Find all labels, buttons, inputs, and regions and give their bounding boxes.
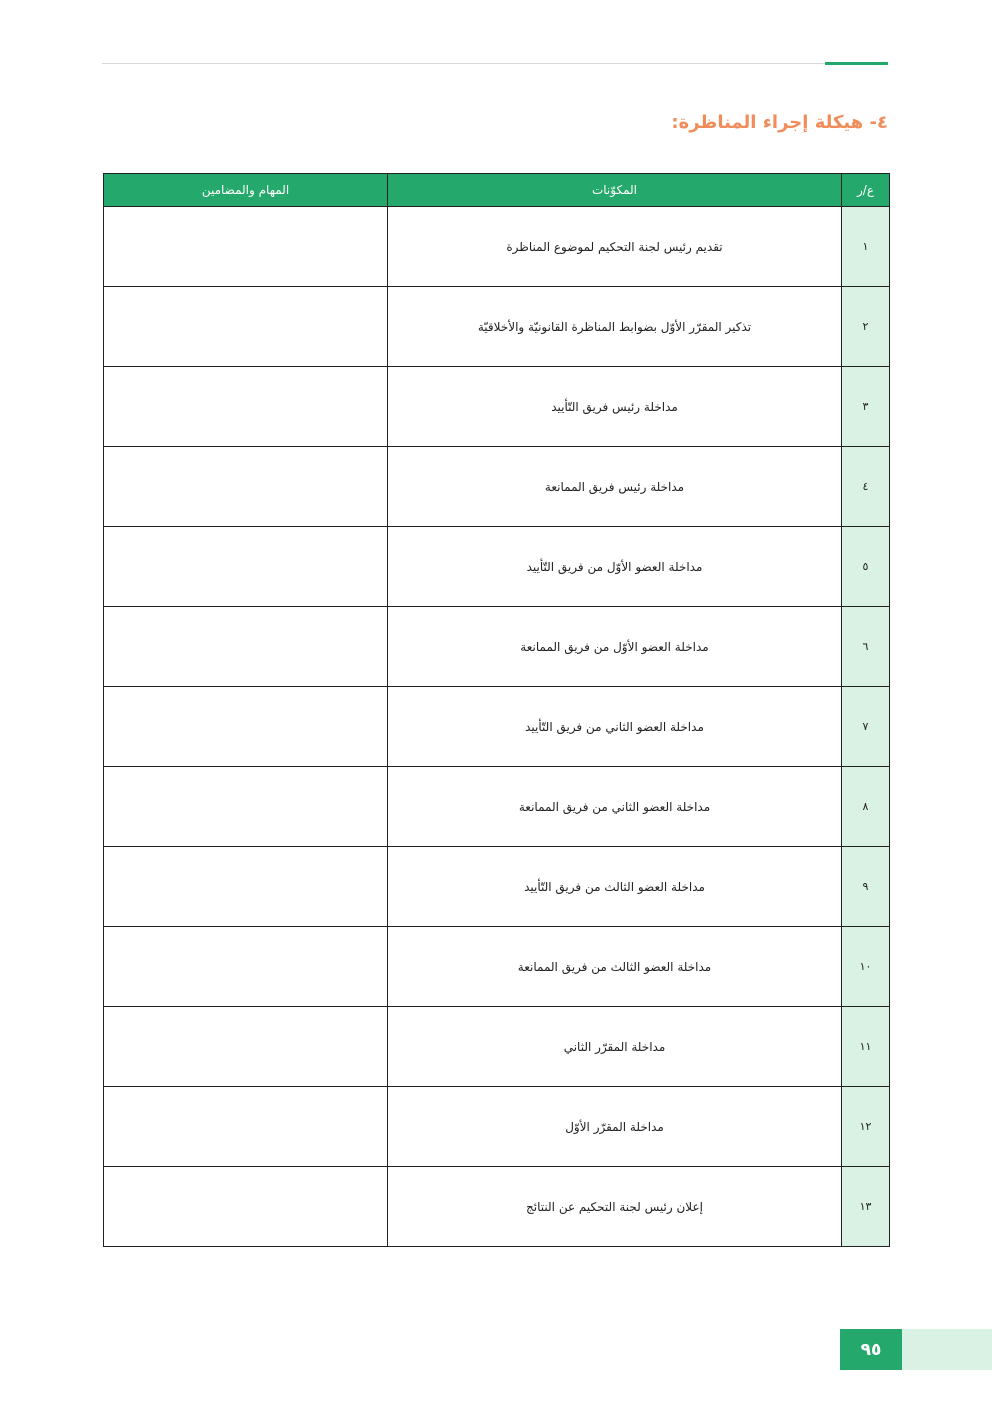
row-tasks-cell[interactable]	[104, 607, 388, 687]
row-tasks-cell[interactable]	[104, 1167, 388, 1247]
page-number: ٩٥	[840, 1329, 902, 1370]
row-tasks-cell[interactable]	[104, 927, 388, 1007]
row-number: ١٢	[842, 1087, 890, 1167]
header-components: المكوّنات	[388, 174, 842, 207]
row-number: ٨	[842, 767, 890, 847]
row-tasks-cell[interactable]	[104, 287, 388, 367]
row-number: ١٠	[842, 927, 890, 1007]
header-number: ع/ر	[842, 174, 890, 207]
row-number: ٣	[842, 367, 890, 447]
row-number: ١٣	[842, 1167, 890, 1247]
row-component: مداخلة العضو الثالث من فريق التّأييد	[388, 847, 842, 927]
table-row	[104, 207, 890, 287]
row-tasks-cell[interactable]	[104, 367, 388, 447]
table-row	[104, 1167, 890, 1247]
row-component: تقديم رئيس لجنة التحكيم لموضوع المناظرة	[388, 207, 842, 287]
table-row	[104, 447, 890, 527]
row-component: مداخلة المقرّر الثاني	[388, 1007, 842, 1087]
row-component: مداخلة العضو الثاني من فريق الممانعة	[388, 767, 842, 847]
table-row	[104, 367, 890, 447]
row-number: ٥	[842, 527, 890, 607]
top-divider-accent	[825, 62, 888, 65]
row-component: مداخلة العضو الأوّل من فريق التّأييد	[388, 527, 842, 607]
row-component: مداخلة العضو الثاني من فريق التّأييد	[388, 687, 842, 767]
row-number: ٤	[842, 447, 890, 527]
row-component: مداخلة العضو الأوّل من فريق الممانعة	[388, 607, 842, 687]
table-row	[104, 527, 890, 607]
row-tasks-cell[interactable]	[104, 527, 388, 607]
table-row	[104, 687, 890, 767]
row-number: ٢	[842, 287, 890, 367]
row-component: إعلان رئيس لجنة التحكيم عن النتائج	[388, 1167, 842, 1247]
row-component: مداخلة رئيس فريق التّأييد	[388, 367, 842, 447]
row-component: مداخلة رئيس فريق الممانعة	[388, 447, 842, 527]
row-tasks-cell[interactable]	[104, 1087, 388, 1167]
table-row	[104, 927, 890, 1007]
row-number: ٦	[842, 607, 890, 687]
top-divider	[102, 63, 888, 64]
table-row	[104, 767, 890, 847]
table-row	[104, 1087, 890, 1167]
table-row	[104, 607, 890, 687]
table-row	[104, 1007, 890, 1087]
debate-structure-table	[103, 173, 890, 1247]
row-component: تذكير المقرّر الأوّل بضوابط المناظرة القانونيّة والأخلاقيّة	[388, 287, 842, 367]
row-number: ٧	[842, 687, 890, 767]
table-row	[104, 847, 890, 927]
section-title: ٤- هيكلة إجراء المناظرة:	[671, 112, 888, 133]
row-tasks-cell[interactable]	[104, 1007, 388, 1087]
row-tasks-cell[interactable]	[104, 767, 388, 847]
row-component: مداخلة العضو الثالث من فريق الممانعة	[388, 927, 842, 1007]
row-number: ٩	[842, 847, 890, 927]
row-tasks-cell[interactable]	[104, 847, 388, 927]
row-tasks-cell[interactable]	[104, 447, 388, 527]
table-row	[104, 287, 890, 367]
row-number: ١١	[842, 1007, 890, 1087]
table-header-row	[104, 174, 890, 207]
row-number: ١	[842, 207, 890, 287]
header-tasks: المهام والمضامين	[104, 174, 388, 207]
row-tasks-cell[interactable]	[104, 207, 388, 287]
row-component: مداخلة المقرّر الأوّل	[388, 1087, 842, 1167]
row-tasks-cell[interactable]	[104, 687, 388, 767]
